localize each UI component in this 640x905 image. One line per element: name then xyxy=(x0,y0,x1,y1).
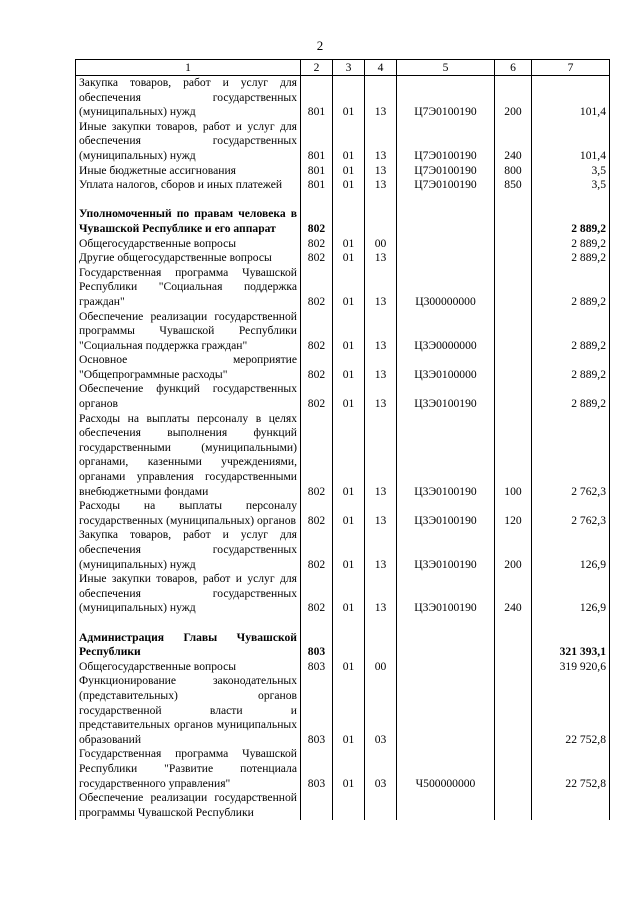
row-subsection-cell: 13 xyxy=(365,412,397,500)
row-subsection-cell: 13 xyxy=(365,353,397,382)
row-amount-cell: 101,4 xyxy=(532,120,610,164)
row-target-cell: Ц7Э0100190 xyxy=(397,76,495,120)
row-section-cell xyxy=(333,631,365,660)
row-name-cell: Администрация Главы Чувашской Республики xyxy=(76,631,301,660)
row-name-cell: Общегосударственные вопросы xyxy=(76,237,301,252)
row-code-cell: 802 xyxy=(301,499,333,528)
row-section-cell: 01 xyxy=(333,178,365,193)
row-name-cell: Закупка товаров, работ и услуг для обеспечения государственных (муниципальных) нужд xyxy=(76,76,301,120)
row-section-cell: 01 xyxy=(333,382,365,411)
row-subsection-cell xyxy=(365,207,397,236)
row-code-cell: 801 xyxy=(301,120,333,164)
row-name-cell: Закупка товаров, работ и услуг для обеспечения государственных (муниципальных) нужд xyxy=(76,528,301,572)
header-col-7: 7 xyxy=(532,60,610,76)
row-expense-type-cell: 200 xyxy=(495,76,532,120)
row-name-cell: Расходы на выплаты персоналу в целях обеспечения выполнения функций государственными (муниципальными) органами, казенными учреждениями, органами управления государственными внебюджетными фондами xyxy=(76,412,301,500)
row-subsection-cell: 13 xyxy=(365,266,397,310)
row-target-cell xyxy=(397,251,495,266)
row-amount-cell: 3,5 xyxy=(532,178,610,193)
header-col-4: 4 xyxy=(365,60,397,76)
row-expense-type-cell: 850 xyxy=(495,178,532,193)
row-target-cell: Ц7Э0100190 xyxy=(397,178,495,193)
row-name-cell: Иные закупки товаров, работ и услуг для обеспечения государственных (муниципальных) нужд xyxy=(76,572,301,616)
table-row xyxy=(76,353,610,382)
row-section-cell: 01 xyxy=(333,528,365,572)
table-row xyxy=(76,164,610,179)
table-row xyxy=(76,528,610,572)
row-target-cell: Ц3Э0100190 xyxy=(397,528,495,572)
row-target-cell: Ц7Э0100190 xyxy=(397,164,495,179)
row-name-cell: Обеспечение функций государственных органов xyxy=(76,382,301,411)
row-section-cell: 01 xyxy=(333,251,365,266)
header-col-3: 3 xyxy=(333,60,365,76)
table-row xyxy=(76,674,610,747)
row-name-cell: Другие общегосударственные вопросы xyxy=(76,251,301,266)
row-name-cell: Государственная программа Чувашской Республики "Социальная поддержка граждан" xyxy=(76,266,301,310)
row-target-cell: Ц3Э0100000 xyxy=(397,353,495,382)
row-section-cell: 01 xyxy=(333,164,365,179)
row-name-cell xyxy=(76,616,301,631)
row-code-cell: 803 xyxy=(301,660,333,675)
row-section-cell: 01 xyxy=(333,572,365,616)
row-expense-type-cell xyxy=(495,674,532,747)
row-target-cell xyxy=(397,193,495,208)
table-row xyxy=(76,178,610,193)
row-subsection-cell xyxy=(365,791,397,820)
row-subsection-cell: 13 xyxy=(365,382,397,411)
row-code-cell: 802 xyxy=(301,310,333,354)
row-amount-cell: 2 889,2 xyxy=(532,382,610,411)
row-code-cell xyxy=(301,193,333,208)
row-target-cell: Ц7Э0100190 xyxy=(397,120,495,164)
row-target-cell xyxy=(397,631,495,660)
row-section-cell: 01 xyxy=(333,353,365,382)
row-amount-cell: 22 752,8 xyxy=(532,747,610,791)
row-subsection-cell: 13 xyxy=(365,528,397,572)
row-name-cell: Иные бюджетные ассигнования xyxy=(76,164,301,179)
row-target-cell: Ц300000000 xyxy=(397,266,495,310)
header-col-1: 1 xyxy=(76,60,301,76)
row-section-cell: 01 xyxy=(333,747,365,791)
row-target-cell xyxy=(397,660,495,675)
row-expense-type-cell xyxy=(495,382,532,411)
row-name-cell: Функционирование законодательных (представительных) органов государственной власти и представительных органов муниципальных образований xyxy=(76,674,301,747)
row-section-cell: 01 xyxy=(333,76,365,120)
row-target-cell: Ц3Э0000000 xyxy=(397,310,495,354)
row-section-cell: 01 xyxy=(333,237,365,252)
row-subsection-cell: 13 xyxy=(365,310,397,354)
row-code-cell: 803 xyxy=(301,631,333,660)
row-expense-type-cell xyxy=(495,791,532,820)
row-amount-cell: 2 889,2 xyxy=(532,251,610,266)
row-code-cell: 802 xyxy=(301,382,333,411)
row-target-cell: Ц3Э0100190 xyxy=(397,382,495,411)
budget-table xyxy=(75,59,610,820)
row-amount-cell: 2 889,2 xyxy=(532,207,610,236)
row-amount-cell: 321 393,1 xyxy=(532,631,610,660)
table-row xyxy=(76,266,610,310)
table-row xyxy=(76,382,610,411)
row-target-cell: Ч500000000 xyxy=(397,747,495,791)
header-col-2: 2 xyxy=(301,60,333,76)
row-name-cell: Обеспечение реализации государственной программы Чувашской Республики "Социальная поддержка граждан" xyxy=(76,310,301,354)
row-expense-type-cell xyxy=(495,353,532,382)
row-name-cell: Общегосударственные вопросы xyxy=(76,660,301,675)
row-code-cell: 802 xyxy=(301,572,333,616)
row-subsection-cell: 13 xyxy=(365,164,397,179)
row-expense-type-cell xyxy=(495,266,532,310)
row-name-cell: Иные закупки товаров, работ и услуг для обеспечения государственных (муниципальных) нужд xyxy=(76,120,301,164)
row-subsection-cell: 13 xyxy=(365,251,397,266)
row-section-cell: 01 xyxy=(333,266,365,310)
row-subsection-cell: 03 xyxy=(365,747,397,791)
table-row xyxy=(76,251,610,266)
row-subsection-cell: 00 xyxy=(365,660,397,675)
row-amount-cell xyxy=(532,616,610,631)
row-expense-type-cell: 800 xyxy=(495,164,532,179)
table-row xyxy=(76,120,610,164)
row-subsection-cell: 13 xyxy=(365,499,397,528)
row-code-cell xyxy=(301,616,333,631)
row-amount-cell: 3,5 xyxy=(532,164,610,179)
row-code-cell: 802 xyxy=(301,266,333,310)
row-subsection-cell xyxy=(365,193,397,208)
table-row xyxy=(76,207,610,236)
row-subsection-cell: 03 xyxy=(365,674,397,747)
row-expense-type-cell xyxy=(495,207,532,236)
spacer-row xyxy=(76,616,610,631)
row-code-cell: 803 xyxy=(301,747,333,791)
table-row xyxy=(76,499,610,528)
row-expense-type-cell xyxy=(495,310,532,354)
row-expense-type-cell: 100 xyxy=(495,412,532,500)
row-target-cell: Ц3Э0100190 xyxy=(397,499,495,528)
row-section-cell: 01 xyxy=(333,660,365,675)
row-section-cell: 01 xyxy=(333,674,365,747)
table-row xyxy=(76,237,610,252)
row-amount-cell xyxy=(532,791,610,820)
row-code-cell: 802 xyxy=(301,412,333,500)
row-amount-cell xyxy=(532,193,610,208)
row-expense-type-cell xyxy=(495,237,532,252)
row-section-cell: 01 xyxy=(333,120,365,164)
row-code-cell: 801 xyxy=(301,178,333,193)
row-expense-type-cell xyxy=(495,616,532,631)
row-code-cell xyxy=(301,791,333,820)
row-target-cell xyxy=(397,791,495,820)
row-subsection-cell: 13 xyxy=(365,572,397,616)
row-amount-cell: 22 752,8 xyxy=(532,674,610,747)
row-name-cell: Государственная программа Чувашской Республики "Развитие потенциала государственного управления" xyxy=(76,747,301,791)
row-amount-cell: 2 762,3 xyxy=(532,412,610,500)
row-code-cell: 802 xyxy=(301,207,333,236)
table-header-row xyxy=(76,60,610,76)
row-subsection-cell: 13 xyxy=(365,178,397,193)
table-body xyxy=(76,76,610,821)
row-expense-type-cell: 240 xyxy=(495,120,532,164)
table-row xyxy=(76,631,610,660)
row-subsection-cell: 13 xyxy=(365,76,397,120)
table-row xyxy=(76,660,610,675)
row-code-cell: 802 xyxy=(301,353,333,382)
row-section-cell: 01 xyxy=(333,499,365,528)
row-expense-type-cell xyxy=(495,660,532,675)
table-row xyxy=(76,412,610,500)
row-name-cell: Основное мероприятие "Общепрограммные расходы" xyxy=(76,353,301,382)
row-target-cell xyxy=(397,237,495,252)
row-subsection-cell xyxy=(365,631,397,660)
row-expense-type-cell xyxy=(495,251,532,266)
table-row xyxy=(76,572,610,616)
row-expense-type-cell: 120 xyxy=(495,499,532,528)
row-section-cell xyxy=(333,616,365,631)
row-code-cell: 803 xyxy=(301,674,333,747)
row-target-cell xyxy=(397,616,495,631)
row-expense-type-cell xyxy=(495,193,532,208)
table-row xyxy=(76,76,610,120)
row-target-cell xyxy=(397,207,495,236)
row-code-cell: 802 xyxy=(301,237,333,252)
row-target-cell: Ц3Э0100190 xyxy=(397,572,495,616)
row-section-cell xyxy=(333,791,365,820)
row-code-cell: 802 xyxy=(301,528,333,572)
row-amount-cell: 126,9 xyxy=(532,528,610,572)
page-number: 2 xyxy=(316,38,324,53)
row-amount-cell: 2 889,2 xyxy=(532,310,610,354)
row-subsection-cell: 00 xyxy=(365,237,397,252)
row-section-cell xyxy=(333,193,365,208)
header-col-5: 5 xyxy=(397,60,495,76)
row-expense-type-cell: 200 xyxy=(495,528,532,572)
spacer-row xyxy=(76,193,610,208)
row-section-cell: 01 xyxy=(333,310,365,354)
row-amount-cell: 2 889,2 xyxy=(532,237,610,252)
row-section-cell xyxy=(333,207,365,236)
row-code-cell: 801 xyxy=(301,76,333,120)
table-row xyxy=(76,747,610,791)
row-name-cell: Обеспечение реализации государственной программы Чувашской Республики xyxy=(76,791,301,820)
row-subsection-cell xyxy=(365,616,397,631)
row-amount-cell: 2 889,2 xyxy=(532,266,610,310)
row-code-cell: 802 xyxy=(301,251,333,266)
row-amount-cell: 319 920,6 xyxy=(532,660,610,675)
row-expense-type-cell xyxy=(495,631,532,660)
row-amount-cell: 2 889,2 xyxy=(532,353,610,382)
header-col-6: 6 xyxy=(495,60,532,76)
row-section-cell: 01 xyxy=(333,412,365,500)
row-target-cell xyxy=(397,674,495,747)
row-subsection-cell: 13 xyxy=(365,120,397,164)
row-name-cell: Уполномоченный по правам человека в Чувашской Республике и его аппарат xyxy=(76,207,301,236)
table-row xyxy=(76,791,610,820)
row-expense-type-cell: 240 xyxy=(495,572,532,616)
row-amount-cell: 126,9 xyxy=(532,572,610,616)
row-name-cell: Расходы на выплаты персоналу государственных (муниципальных) органов xyxy=(76,499,301,528)
row-amount-cell: 2 762,3 xyxy=(532,499,610,528)
row-amount-cell: 101,4 xyxy=(532,76,610,120)
row-expense-type-cell xyxy=(495,747,532,791)
table-row xyxy=(76,310,610,354)
row-target-cell: Ц3Э0100190 xyxy=(397,412,495,500)
row-name-cell xyxy=(76,193,301,208)
row-code-cell: 801 xyxy=(301,164,333,179)
row-name-cell: Уплата налогов, сборов и иных платежей xyxy=(76,178,301,193)
